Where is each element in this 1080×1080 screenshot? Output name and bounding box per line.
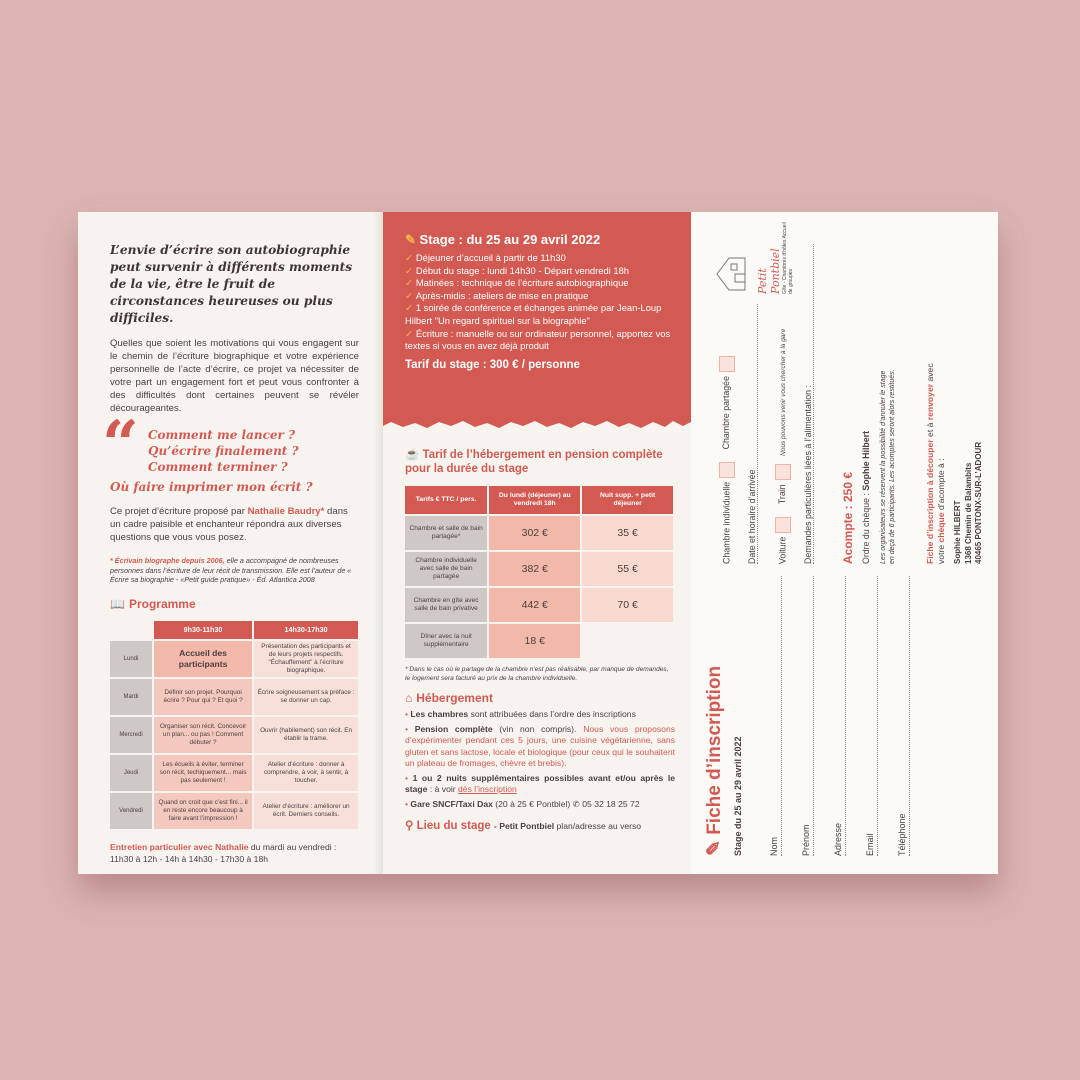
heb-label: Chambre individuelle avec salle de bain partagée (405, 552, 487, 586)
programme-corner (110, 621, 152, 639)
location-pin-icon: ⚲ (405, 820, 414, 832)
stage-list (405, 252, 677, 353)
footer-red: Entretien particulier avec Nathalie (110, 841, 249, 852)
renvoyer-1: Fiche d’inscription (925, 487, 935, 564)
nom-field[interactable] (769, 576, 782, 856)
lieu-bold: Petit Pontbiel (499, 821, 555, 831)
list-item (405, 265, 677, 278)
organisateurs-note: Les organisateurs se réservent la possibilité d’annuler le stage en deçà de 6 participants. Les acomptes seront alors restitués. (880, 369, 896, 564)
torn-edge (383, 412, 691, 434)
logo-text: Petit Pontbiel (756, 248, 782, 294)
train-label: Train (777, 484, 788, 505)
programme-am: Accueil des participants (154, 641, 252, 677)
acompte-text: Acompte : 250 € (841, 471, 855, 564)
lieu-line: ⚲ Lieu du stage - Petit Pontbiel plan/adresse au verso (405, 820, 642, 832)
edit-icon: ✎ (704, 840, 725, 856)
heb-title (405, 448, 675, 476)
stage-box (383, 212, 691, 420)
programme-day: Lundi (110, 641, 152, 677)
field-label: Nom (769, 836, 779, 856)
address-line: 1368 Chemin de Balambits (963, 462, 973, 564)
adresse-field[interactable] (833, 576, 846, 856)
heb-header: Tarifs € TTC / pers. (405, 486, 487, 514)
programme-day: Jeudi (110, 755, 152, 791)
author-name: Nathalie Baudry* (247, 506, 325, 517)
list-item: • 1 ou 2 nuits supplémentaires possibles avant et/ou après le stage : à voir dès l’inscription (405, 772, 676, 794)
panel-right (691, 212, 998, 874)
heb-p4-bold: Gare SNCF/Taxi Dax (410, 798, 493, 809)
renvoyer-6: chèque (935, 512, 946, 543)
panel-middle (383, 212, 691, 874)
table-row (405, 588, 673, 622)
stage-item-text: Déjeuner d’accueil à partir de 11h30 (415, 252, 566, 263)
renvoyer-text (925, 344, 946, 564)
registration-form (691, 212, 998, 874)
stage-title (405, 232, 677, 248)
list-item (405, 252, 677, 265)
footer-rest: du mardi au vendredi : 11h30 à 12h - 14h à 14h30 - 17h30 à 18h (110, 841, 337, 864)
renvoyer-4: renvoyer (925, 383, 935, 421)
hebergement-title (405, 691, 675, 705)
inscription-link[interactable]: dès l’inscription (458, 784, 517, 794)
pen-icon: ✎ (405, 232, 416, 247)
house-sketch-icon (711, 254, 751, 294)
renvoyer-2: à découper (925, 439, 935, 486)
stage-title-text: Stage : du 25 au 29 avril 2022 (419, 232, 601, 247)
heb-price-extra: 70 € (582, 588, 673, 622)
stage-item-text: Écriture : manuelle ou sur ordinateur personnel, apportez vos textes si vous en avez déjà produit (405, 327, 671, 352)
heb-p4-rest: (20 à 25 € Pontbiel) ✆ 05 32 18 25 72 (495, 798, 640, 809)
renvoyer-3: et à (925, 422, 935, 437)
programme-pm: Ouvrir (habilement) son récit. En établir la trame. (254, 717, 358, 753)
book-icon: 📖 (110, 596, 125, 611)
heb-p1-rest: sont attribuées dans l’ordre des inscriptions (470, 709, 636, 719)
programme-pm: Écrire soigneusement sa préface : se donner un cap. (254, 679, 358, 715)
address-line: Sophie HILBERT (953, 500, 962, 564)
fiche-subtitle: Stage du 25 au 29 avril 2022 (733, 736, 743, 856)
list-item (405, 328, 677, 353)
field-label: Prénom (801, 824, 811, 856)
chambre-ind-label: Chambre individuelle (721, 481, 732, 564)
programme-day: Mercredi (110, 717, 152, 753)
list-item: • Pension complète (vin non compris). Nous vous proposons d’expérimenter pendant ces 5 jours, une cuisine végétarienne, sans gluten et sans lactose, locale et biologique (pour ceux qui le souhaitent un plateau de fromages, chèvre et brebis). (405, 723, 676, 768)
heb-price: 442 € (489, 588, 580, 622)
fiche-title (703, 666, 726, 856)
stage-item-text: 1 soirée de conférence et échanges animée par Jean-Loup Hilbert "Un regard spirituel sur la biographie" (405, 302, 662, 326)
stage-item-text: Début du stage : lundi 14h30 - Départ vendredi 18h (415, 264, 630, 276)
heb-label: Dîner avec la nuit supplémentaire (405, 624, 487, 658)
author-note-rest: elle a accompagné de nombreuses personnes dans l’écriture de leur récit de transmission. Elle est l’auteur de « Écrire sa biographie - «Petit guide pratique» - Éd. Atlantica 2008 (110, 556, 352, 584)
list-item (405, 277, 677, 290)
arrivee-field[interactable] (747, 304, 758, 564)
project-text (110, 505, 359, 544)
heb-label: Chambre en gîte avec salle de bain privative (405, 588, 487, 622)
field-label: Téléphone (897, 813, 907, 856)
chambre-options (719, 356, 735, 564)
heb-price: 18 € (489, 624, 580, 658)
transport-options (775, 329, 791, 564)
table-row (110, 641, 358, 677)
programme-am: Définir son projet. Pourquoi écrire ? Pour qui ? Et quoi ? (154, 679, 252, 715)
demandes-label: Demandes particulières liées à l’alimentation : (803, 385, 813, 564)
heb-price: 302 € (489, 516, 580, 550)
heb-price-extra: 55 € (582, 552, 673, 586)
programme-footer (110, 841, 359, 865)
prenom-field[interactable] (801, 576, 814, 856)
programme-title-text: Programme (128, 596, 196, 611)
voiture-label: Voiture (777, 536, 788, 564)
heb-p2-red: Nous vous proposons d’expérimenter pendant ces 5 jours, une cuisine végétarienne, sans gluten et sans lactose, locale et biologique (pour ceux qui le souhaitent un plateau de fromages, chèvre et brebis). (405, 723, 676, 768)
heb-header: Nuit supp. + petit déjeuner (582, 486, 673, 514)
heb-empty (582, 624, 673, 658)
list-item (405, 290, 677, 303)
programme-am: Quand on croit que c’est fini... il en reste encore beaucoup à faire avant l’impression ! (154, 793, 252, 829)
list-item (405, 302, 677, 327)
brochure (78, 212, 998, 874)
petit-pontbiel-logo (711, 220, 794, 294)
field-label: Adresse (833, 822, 843, 856)
programme-pm: Atelier d’écriture : donner à comprendre, à voir, à sentir, à toucher. (254, 755, 358, 791)
house-icon: ⌂ (405, 691, 413, 705)
voiture-checkbox[interactable] (775, 517, 791, 533)
heb-label: Chambre et salle de bain partagée* (405, 516, 487, 550)
hebergement-title-text: Hébergement (416, 691, 493, 705)
programme-day: Vendredi (110, 793, 152, 829)
field-label: Email (865, 833, 875, 856)
address-block (953, 442, 985, 564)
heb-p2-bold: Pension complète (414, 723, 493, 734)
telephone-field[interactable] (897, 576, 910, 856)
heb-p3-rest: : à voir (429, 784, 456, 794)
quote-mark-icon: “ (102, 407, 139, 482)
panel-left (78, 212, 383, 874)
programme-pm: Atelier d’écriture : améliorer un écrit. Derniers conseils. (254, 793, 358, 829)
ordre-line (861, 431, 871, 564)
heb-p3-bold: 1 ou 2 nuits supplémentaires possibles avant et/ou après le stage (405, 772, 676, 794)
renvoyer-5: avec votre (925, 363, 946, 564)
project-suffix: dans un cadre paisible et enchanteur répondra aux diverses questions que vous vous posez. (110, 506, 348, 543)
stage-item-text: Après-midis : ateliers de mise en pratique (415, 289, 589, 301)
stage-tarif: Tarif du stage : 300 € / personne (405, 358, 580, 371)
teapot-icon: ☕ (405, 449, 420, 461)
table-row (110, 755, 358, 791)
check-icon: ✓ (405, 264, 413, 276)
chambre-part-label: Chambre partagée (721, 376, 732, 450)
author-note (110, 556, 359, 585)
renvoyer-7: d’acompte à : (935, 458, 946, 511)
heb-p1-bold: Les chambres (410, 709, 469, 719)
heb-price-extra: 35 € (582, 516, 673, 550)
heb-header: Du lundi (déjeuner) au vendredi 18h (489, 486, 580, 514)
table-row (110, 679, 358, 715)
quote-text-last: Où faire imprimer mon écrit ? (110, 480, 313, 494)
author-note-red: * Écrivain biographe depuis 2006, (110, 556, 225, 565)
lieu-rest: plan/adresse au verso (556, 821, 642, 831)
heb-p2-mid: (vin non compris). (499, 723, 577, 734)
check-icon: ✓ (405, 277, 413, 289)
train-checkbox[interactable] (775, 464, 791, 480)
ordre-label: Ordre du chèque : (861, 493, 871, 564)
programme-day: Mardi (110, 679, 152, 715)
email-field[interactable] (865, 576, 878, 856)
programme-am: Organiser son récit. Concevoir un plan... ou pas ! Comment débuter ? (154, 717, 252, 753)
quote-text: Comment me lancer ? Qu’écrire finalement ? Comment terminer ? (148, 428, 299, 474)
heb-price: 382 € (489, 552, 580, 586)
hebergement-list (405, 709, 675, 810)
intro-body: Quelles que soient les motivations qui vous engagent sur le chemin de l’écriture biographique et votre expérience personnelle de l’acte d’écrire, ce projet va nécessiter de votre part un engagement fort et peut vous confronter à des difficultés dont certaines peuvent se révéler décourageantes. (110, 338, 359, 414)
check-icon: ✓ (405, 252, 413, 263)
intro-text: L’envie d’écrire son autobiographie peut survenir à différents moments de la vie, être le fruit de circonstances heureuses ou plus difficiles. (110, 243, 353, 325)
programme-pm: Présentation des participants et de leurs projets respectifs. "Échauffement" à l’écriture biographique. (254, 641, 358, 677)
train-note: Nous pouvons venir vous chercher à la gare (780, 328, 788, 456)
list-item: • Gare SNCF/Taxi Dax (20 à 25 € Pontbiel) ✆ 05 32 18 25 72 (405, 798, 640, 809)
check-icon: ✓ (405, 289, 413, 301)
programme-title (110, 597, 359, 611)
check-icon: ✓ (405, 302, 413, 314)
lieu-title: Lieu du stage (416, 820, 491, 832)
heb-table (403, 484, 675, 660)
logo-subtext: Gîte - Chambres d’hôtes Accueil de groupes (782, 222, 794, 294)
table-row (110, 793, 358, 829)
heb-note: * Dans le cas où le partage de la chambre n’est pas réalisable, par manque de demandes, le logement sera facturé au prix de la chambre individuelle. (405, 666, 669, 682)
hebergement-section (405, 448, 675, 832)
chambre-part-checkbox[interactable] (719, 356, 735, 372)
table-row (405, 624, 673, 658)
programme-header-am: 9h30-11h30 (154, 621, 252, 639)
address-line: 40465 PONTONX-SUR-L’ADOUR (974, 441, 983, 564)
chambre-ind-checkbox[interactable] (719, 462, 735, 478)
fiche-title-text: Fiche d’inscription (704, 665, 725, 835)
heb-title-text: Tarif de l’hébergement en pension complète pour la durée du stage (405, 449, 663, 475)
alimentation-field[interactable] (803, 244, 814, 564)
table-row (110, 717, 358, 753)
table-row (405, 516, 673, 550)
quote-block (102, 407, 359, 482)
table-row (405, 552, 673, 586)
programme-table (108, 619, 360, 831)
programme-header-pm: 14h30-17h30 (254, 621, 358, 639)
ordre-name: Sophie Hilbert (861, 430, 871, 491)
programme-am: Les écueils à éviter, terminer son récit, techiquement... mais pas seulement ! (154, 755, 252, 791)
stage-item-text: Matinées : technique de l’écriture autobiographique (415, 277, 629, 289)
list-item: • Les chambres sont attribuées dans l’ordre des inscriptions (405, 709, 636, 719)
project-prefix: Ce projet d’écriture proposé par (110, 506, 245, 517)
arrivee-label: Date et horaire d’arrivée (747, 469, 757, 564)
check-icon: ✓ (405, 327, 413, 339)
